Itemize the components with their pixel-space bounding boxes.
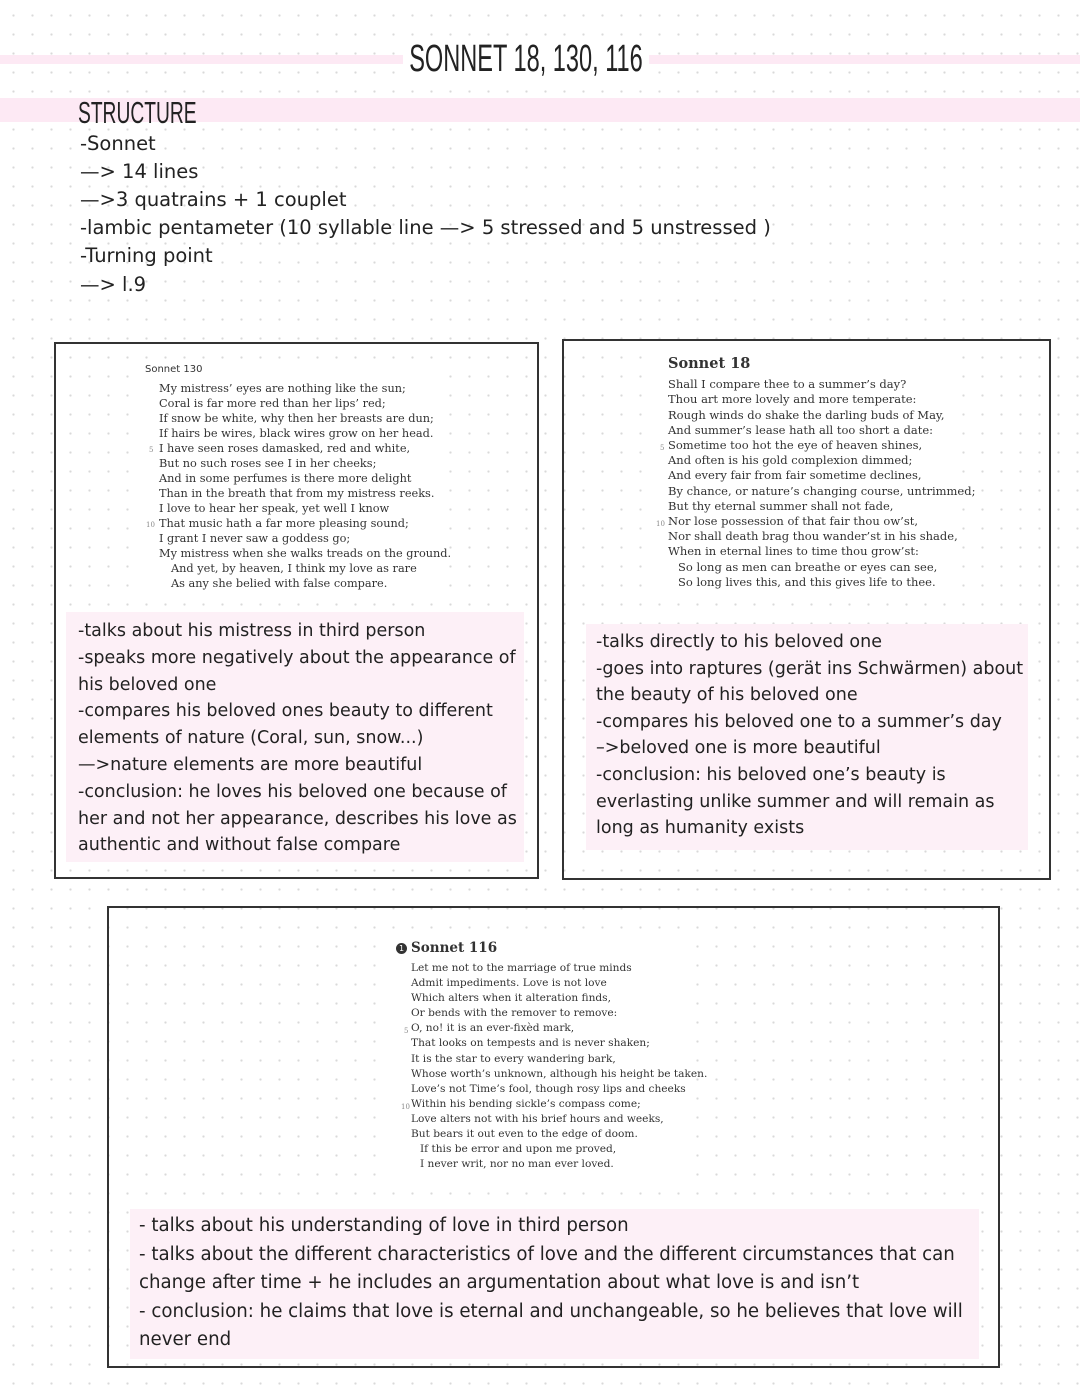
- sonnet-18-notes: [586, 624, 1028, 850]
- note-line: change after time + he includes an argumentation about what love is and isn’t: [139, 1272, 860, 1293]
- poem-line: Nor lose possession of that fair thou ow’st,: [668, 514, 919, 529]
- note-line: -conclusion: he loves his beloved one because of: [78, 781, 507, 802]
- poem-line: Thou art more lovely and more temperate:: [668, 392, 917, 407]
- note-line: his beloved one: [78, 674, 217, 695]
- poem-line: And yet, by heaven, I think my love as rare: [171, 562, 417, 575]
- poem-line: That music hath a far more pleasing sound;: [159, 517, 409, 530]
- poem-line: But bears it out even to the edge of doom.: [411, 1128, 638, 1141]
- poem-line: And every fair from fair sometime declines,: [668, 468, 922, 483]
- poem-line: So long as men can breathe or eyes can see,: [678, 559, 938, 574]
- note-line: -goes into raptures (gerät ins Schwärmen) about: [596, 658, 1024, 679]
- sonnet-116-notes: [130, 1209, 979, 1359]
- poem-line: So long lives this, and this gives life to thee.: [678, 574, 936, 589]
- poem-line: When in eternal lines to time thou grow’st:: [668, 544, 919, 559]
- note-line: everlasting unlike summer and will remain as: [596, 791, 995, 812]
- sonnet-130-notes: [66, 612, 524, 862]
- poem-line: Shall I compare thee to a summer’s day?: [668, 377, 907, 392]
- poem-line: I never writ, nor no man ever loved.: [420, 1158, 614, 1171]
- poem-line: If snow be white, why then her breasts are dun;: [159, 412, 434, 425]
- poem-line: By chance, or nature’s changing course, untrimmed;: [668, 483, 976, 498]
- poem-line: Love’s not Time’s fool, though rosy lips and cheeks: [411, 1082, 686, 1095]
- poem-line: Rough winds do shake the darling buds of May,: [668, 407, 945, 422]
- line-number: 10: [656, 520, 665, 529]
- note-line: —>nature elements are more beautiful: [78, 754, 423, 775]
- page-title: SONNET 18, 130, 116: [403, 38, 649, 81]
- sonnet-18-poem: [656, 355, 976, 602]
- note-line: - conclusion: he claims that love is eternal and unchangeable, so he believes that love will: [139, 1300, 963, 1322]
- note-line: -talks about his mistress in third person: [78, 621, 426, 641]
- poem-line: My mistress’ eyes are nothing like the sun;: [159, 382, 406, 395]
- poem-line: And summer’s lease hath all too short a date:: [668, 422, 934, 437]
- poem-line: That looks on tempests and is never shaken;: [411, 1037, 650, 1050]
- note-line: - talks about his understanding of love in third person: [139, 1215, 629, 1236]
- note-line: the beauty of his beloved one: [596, 685, 858, 706]
- poem-line: But thy eternal summer shall not fade,: [668, 498, 894, 513]
- sonnet-116-badge: 1: [396, 943, 407, 954]
- poem-line: I have seen roses damasked, red and white,: [159, 442, 411, 455]
- note-line: never end: [139, 1329, 232, 1350]
- sonnet-116-poem: [392, 936, 708, 1185]
- note-line: long as humanity exists: [596, 818, 805, 839]
- line-number: 10: [401, 1102, 410, 1111]
- note-line: –>beloved one is more beautiful: [596, 738, 881, 759]
- poem-line: Within his bending sickle’s compass come;: [411, 1097, 641, 1110]
- note-line: authentic and without false compare: [78, 835, 401, 856]
- structure-heading: STRUCTURE: [78, 95, 197, 130]
- structure-line: —>3 quatrains + 1 couplet: [80, 188, 347, 211]
- note-line: her and not her appearance, describes his love as: [78, 808, 517, 829]
- poem-line: As any she belied with false compare.: [171, 577, 388, 590]
- poem-line: Coral is far more red than her lips’ red;: [159, 397, 386, 410]
- poem-line: Than in the breath that from my mistress reeks.: [159, 487, 435, 500]
- poem-line: And in some perfumes is there more delight: [159, 472, 412, 485]
- poem-line: Love alters not with his brief hours and weeks,: [411, 1112, 664, 1125]
- poem-line: If this be error and upon me proved,: [420, 1143, 617, 1156]
- structure-line: —> l.9: [80, 273, 147, 296]
- poem-line: Sometime too hot the eye of heaven shines,: [668, 438, 923, 453]
- sonnet-116-title: Sonnet 116: [411, 940, 498, 956]
- poem-line: Whose worth’s unknown, although his height be taken.: [411, 1067, 708, 1080]
- poem-line: Nor shall death brag thou wander’st in his shade,: [668, 529, 958, 544]
- structure-line: -Sonnet: [80, 132, 156, 155]
- note-line: - talks about the different characteristics of love and the different circumstances that can: [139, 1243, 955, 1265]
- line-number: 5: [149, 446, 154, 454]
- note-line: -speaks more negatively about the appearance of: [78, 647, 516, 668]
- sonnet-130-title: Sonnet 130: [145, 364, 203, 375]
- structure-line: -lambic pentameter (10 syllable line —> 5 stressed and 5 unstressed ): [80, 216, 771, 239]
- poem-line: Admit impediments. Love is not love: [411, 977, 607, 990]
- line-number: 5: [660, 444, 665, 453]
- line-number: 10: [146, 521, 155, 529]
- poem-line: And often is his gold complexion dimmed;: [668, 453, 913, 468]
- note-line: -compares his beloved ones beauty to different: [78, 701, 493, 722]
- note-line: -conclusion: his beloved one’s beauty is: [596, 764, 946, 785]
- poem-line: It is the star to every wandering bark,: [411, 1052, 616, 1065]
- poem-line: Which alters when it alteration finds,: [411, 992, 611, 1005]
- note-line: -compares his beloved one to a summer’s day: [596, 711, 1002, 732]
- structure-line: -Turning point: [80, 244, 213, 267]
- note-line: elements of nature (Coral, sun, snow...): [78, 728, 424, 749]
- poem-line: My mistress when she walks treads on the ground.: [159, 547, 452, 560]
- poem-line: Let me not to the marriage of true minds: [411, 962, 632, 974]
- sonnet-130-poem: [140, 362, 452, 594]
- poem-line: But no such roses see I in her cheeks;: [159, 457, 377, 470]
- sonnet-18-title: Sonnet 18: [668, 355, 751, 372]
- note-line: -talks directly to his beloved one: [596, 632, 882, 652]
- poem-line: If hairs be wires, black wires grow on her head.: [159, 427, 434, 440]
- structure-line: —> 14 lines: [80, 160, 199, 183]
- poem-line: O, no! it is an ever-fixèd mark,: [411, 1022, 575, 1035]
- poem-line: I love to hear her speak, yet well I know: [159, 502, 390, 515]
- poem-line: Or bends with the remover to remove:: [411, 1007, 618, 1020]
- line-number: 5: [404, 1027, 409, 1036]
- poem-line: I grant I never saw a goddess go;: [159, 532, 351, 545]
